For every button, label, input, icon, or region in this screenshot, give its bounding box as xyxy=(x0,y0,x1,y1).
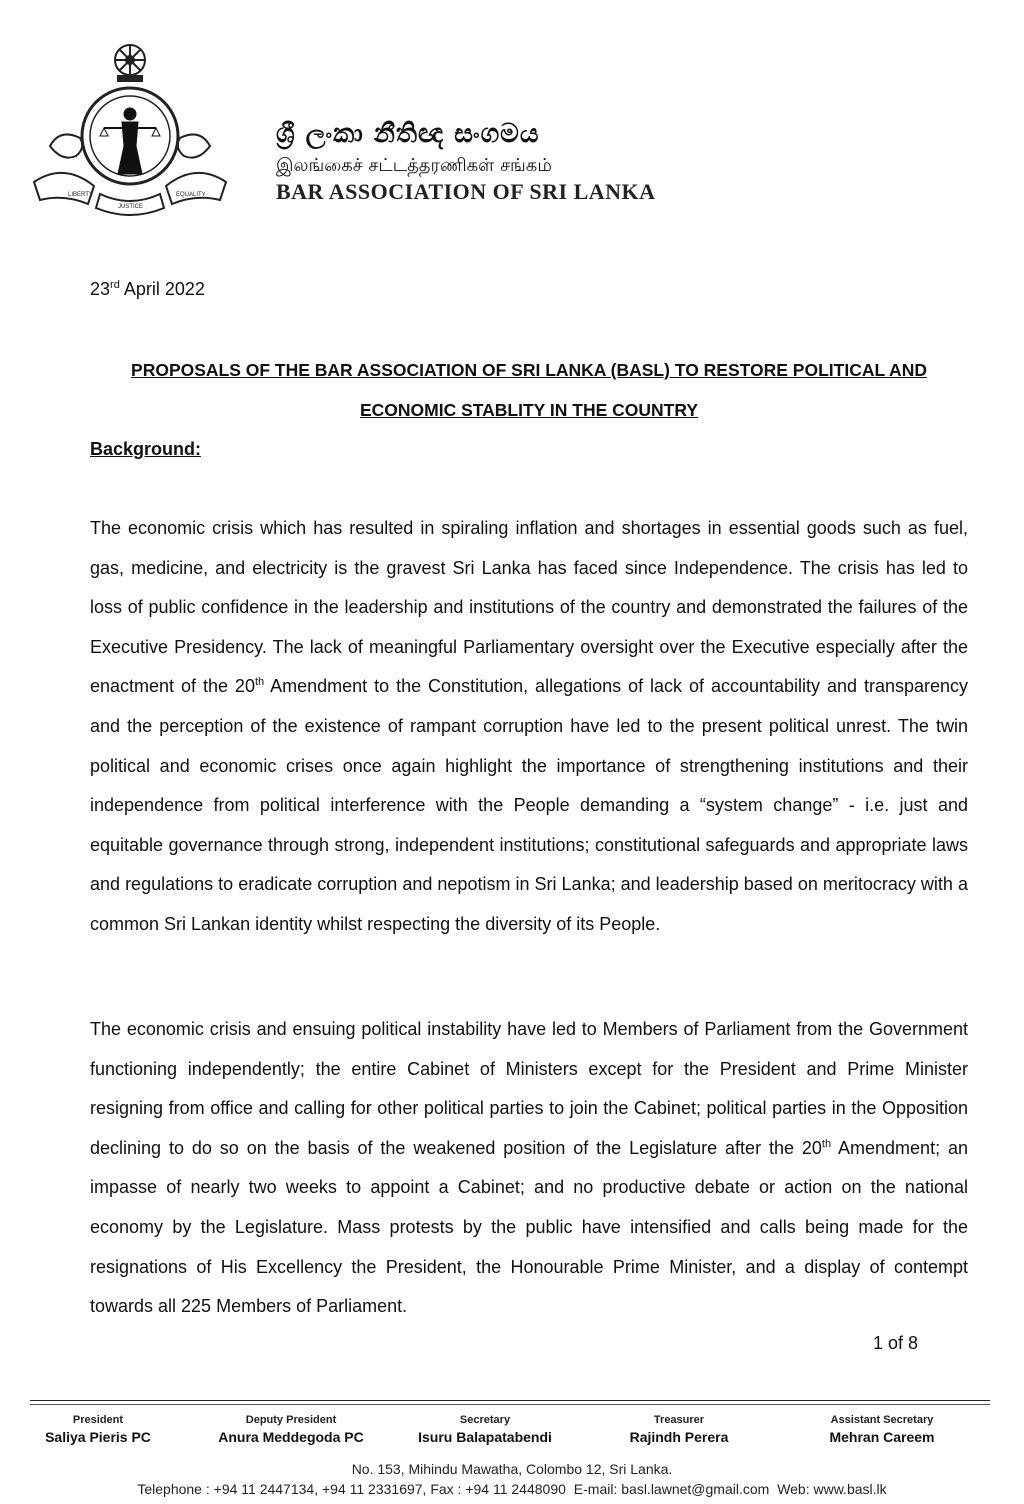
footer-divider-thin xyxy=(30,1404,990,1405)
paragraph-1-text-b: Amendment to the Constitution, allegations of lack of accountability and transparency and the perception of the existence of rampant corruption have led to the present political unrest. The twin political and economic crises once again highlight the importance of strengthening institutions and their independence from political interference with the People demanding a “system change” - i.e. just and equitable governance through strong, independent institutions; constitutional safeguards and appropriate laws and regulations to eradicate corruption and nepotism in Sri Lanka; and leadership based on meritocracy with a common Sri Lankan identity whilst respecting the diversity of its People. xyxy=(90,676,969,934)
officer-treasurer xyxy=(589,1413,769,1447)
officer-name: Anura Meddegoda PC xyxy=(218,1429,364,1445)
footer-address: No. 153, Mihindu Mawatha, Colombo 12, Sri Lanka. xyxy=(351,1461,673,1477)
paragraph-2-superscript: th xyxy=(821,1137,832,1150)
officer-role: Assistant Secretary xyxy=(830,1414,934,1426)
letter-date xyxy=(90,279,205,300)
officer-secretary xyxy=(395,1413,575,1447)
document-title-line-1: PROPOSALS OF THE BAR ASSOCIATION OF SRI LANKA (BASL) TO RESTORE POLITICAL AND xyxy=(131,360,927,380)
paragraph-1-text-a: The economic crisis which has resulted in spiraling inflation and shortages in essential goods such as fuel, gas, medicine, and electricity is the gravest Sri Lanka has faced since Independence. The crisis has led to loss of public confidence in the leadership and institutions of the country and demonstrated the failures of the Executive Presidency. The lack of meaningful Parliamentary oversight over the Executive especially after the enactment of the 20 xyxy=(90,518,968,697)
organization-name-sinhala: ශ්‍රී ලංකා නීතිඥ සංගමය xyxy=(276,119,540,149)
bar-association-seal-logo xyxy=(30,36,230,216)
officer-deputy-president xyxy=(201,1413,381,1447)
date-month-year: April 2022 xyxy=(119,279,205,299)
section-heading-background: Background: xyxy=(90,439,202,459)
background-paragraph-1 xyxy=(90,509,968,945)
organization-name-english: BAR ASSOCIATION OF SRI LANKA xyxy=(276,179,656,204)
date-suffix: rd xyxy=(110,279,120,291)
seal-motto-equality: EQUALITY xyxy=(176,192,206,198)
paragraph-2-text-b: Amendment; an impasse of nearly two weeks to appoint a Cabinet; and no productive debate or action on the national economy by the Legislature. Mass protests by the public have intensified and calls being made for the resignations of His Excellency the President, the Honourable Prime Minister, and a display of contempt towards all 225 Members of Parliament. xyxy=(90,1137,968,1317)
seal-motto-liberty: LIBERTY xyxy=(68,192,93,198)
officer-name: Saliya Pieris PC xyxy=(45,1429,151,1445)
footer-officers xyxy=(0,1413,1024,1453)
footer-contacts xyxy=(0,1480,1024,1498)
organization-names xyxy=(276,118,656,206)
organization-name-tamil: இலங்கைச் சட்டத்தரணிகள் சங்கம் xyxy=(276,155,552,176)
seal-motto-justice: JUSTICE xyxy=(118,204,144,210)
officer-role: President xyxy=(72,1414,124,1426)
paragraph-1-superscript: th xyxy=(254,676,265,689)
officer-name: Rajindh Perera xyxy=(629,1429,729,1445)
officer-name: Isuru Balapatabendi xyxy=(418,1429,552,1445)
page-number: 1 of 8 xyxy=(872,1333,918,1353)
footer-divider xyxy=(30,1400,990,1401)
officer-role: Treasurer xyxy=(653,1414,705,1426)
dharma-wheel-icon xyxy=(115,45,145,81)
footer-website-link[interactable]: Web: www.basl.lk xyxy=(777,1481,887,1497)
letterhead xyxy=(30,36,730,216)
background-paragraph-2 xyxy=(90,1010,968,1327)
officer-role: Secretary xyxy=(459,1414,511,1426)
footer-email-link[interactable]: E-mail: basl.lawnet@gmail.com xyxy=(573,1481,770,1497)
date-day: 23 xyxy=(90,279,111,299)
officer-assistant-secretary xyxy=(792,1413,972,1447)
officer-president xyxy=(8,1413,188,1447)
officer-name: Mehran Careem xyxy=(829,1429,935,1445)
justice-figure-icon xyxy=(100,108,160,174)
document-title-line-2: ECONOMIC STABLITY IN THE COUNTRY xyxy=(359,400,698,420)
paragraph-2-text-a: The economic crisis and ensuing political instability have led to Members of Parliament from the Government functioning independently; the entire Cabinet of Ministers except for the President and Prime Minister resigning from office and calling for other political parties to join the Cabinet; political parties in the Opposition declining to do so on the basis of the weakened position of the Legislature after the 20 xyxy=(90,1019,968,1158)
footer-telephone-fax: Telephone : +94 11 2447134, +94 11 2331697, Fax : +94 11 2448090 xyxy=(137,1481,566,1497)
officer-role: Deputy President xyxy=(245,1414,337,1426)
